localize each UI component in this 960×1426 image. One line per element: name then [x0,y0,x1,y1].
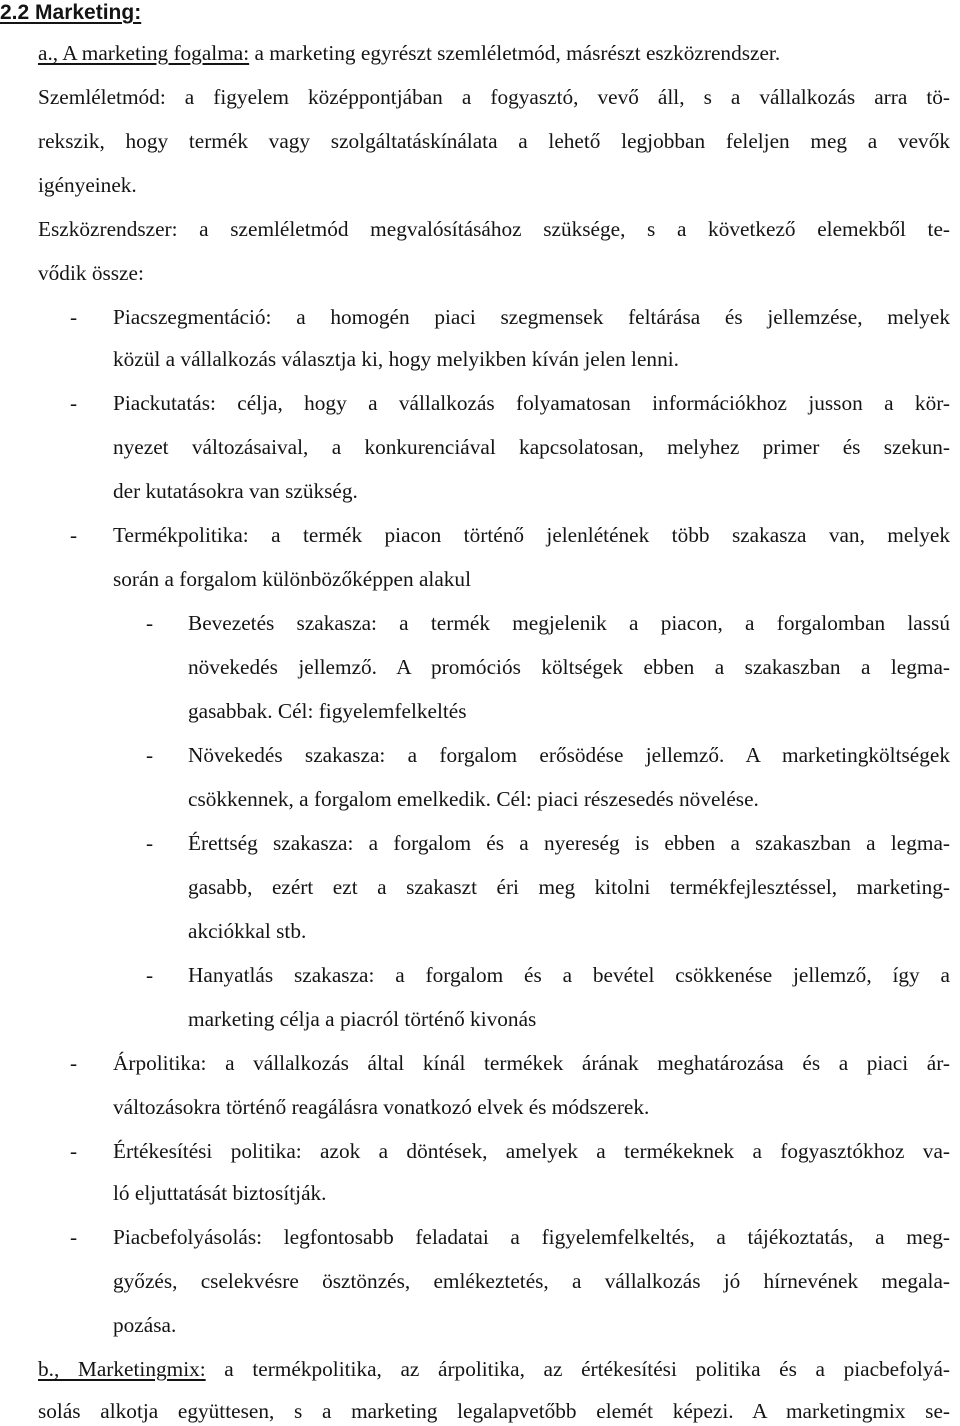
sublist-item-erettseg: Érettség szakasza: a forgalom és a nyereség is ebben a szakaszban a legma- [188,831,950,855]
list-item-piacbefolyasolas-cont: pozása. [113,1313,177,1337]
list-item-piackutatas: Piackutatás: célja, hogy a vállalkozás folyamatosan információkhoz jusson a kör- [113,391,950,415]
sublist-dash: - [146,831,154,855]
list-item-piacbefolyasolas-cont: győzés, cselekvésre ösztönzés, emlékeztetés, a vállalkozás jó hírnevének megala- [113,1269,950,1293]
sublist-dash: - [146,611,154,635]
sublist-dash: - [146,963,154,987]
list-item-termekpolitika-cont: során a forgalom különbözőképpen alakul [113,567,472,591]
list-item-piackutatas-cont: der kutatásokra van szükség. [113,479,358,503]
section-title: 2.2 Marketing: [0,1,142,24]
paragraph-b-line-1 [38,1356,950,1382]
list-item-termekpolitika: Termékpolitika: a termék piacon történő jelenlétének több szakasza van, melyek [113,523,950,547]
list-item-arpolitika-cont: változásokra történő reagálásra vonatkozó elvek és módszerek. [113,1095,650,1119]
paragraph-a-line-2: Szemléletmód: a figyelem középpontjában a fogyasztó, vevő áll, s a vállalkozás arra tö- [38,85,950,109]
list-dash: - [70,1225,78,1249]
sublist-item-hanyatlas-cont: marketing célja a piacról történő kivonás [188,1007,537,1031]
sublist-item-bevezetes-cont: növekedés jellemző. A promóciós költségek ebben a szakaszban a legma- [188,655,950,679]
list-dash: - [70,1051,78,1075]
list-dash: - [70,391,78,415]
sublist-item-bevezetes-cont: gasabbak. Cél: figyelemfelkeltés [188,699,467,723]
paragraph-a-line-3: rekszik, hogy termék vagy szolgáltatáskínálata a lehető legjobban feleljen meg a vevők [38,129,950,153]
paragraph-a-line-1 [38,40,780,66]
list-item-ertekesitesi-politika-cont: ló eljuttatását biztosítják. [113,1181,327,1205]
list-dash: - [70,523,78,547]
part-a-intro: a marketing egyrészt szemléletmód, másrészt eszközrendszer. [249,41,781,65]
sublist-item-erettseg-cont: gasabb, ezért ezt a szakaszt éri meg kitolni termékfejlesztéssel, marketing- [188,875,950,899]
sublist-item-novekedes-cont: csökkennek, a forgalom emelkedik. Cél: piaci részesedés növelése. [188,787,759,811]
paragraph-a-line-5: Eszközrendszer: a szemléletmód megvalósításához szüksége, s a következő elemekből te- [38,217,950,241]
paragraph-b-line-2: solás alkotja együttesen, s a marketing legalapvetőbb elemét képezi. A marketingmix se- [38,1399,950,1423]
sublist-item-erettseg-cont: akciókkal stb. [188,919,307,943]
list-item-arpolitika: Árpolitika: a vállalkozás által kínál termékek árának meghatározása és a piaci ár- [113,1051,950,1075]
list-dash: - [70,305,78,329]
sublist-dash: - [146,743,154,767]
paragraph-a-line-6: vődik össze: [38,261,144,285]
sublist-item-hanyatlas: Hanyatlás szakasza: a forgalom és a bevétel csökkenése jellemző, így a [188,963,950,987]
part-b-label: b., Marketingmix: [38,1357,206,1381]
list-dash: - [70,1139,78,1163]
paragraph-a-line-4: igényeinek. [38,173,137,197]
list-item-piacszegmentacio-cont: közül a vállalkozás választja ki, hogy melyikben kíván jelen lenni. [113,347,679,371]
list-item-piacbefolyasolas: Piacbefolyásolás: legfontosabb feladatai a figyelemfelkeltés, a tájékoztatás, a meg- [113,1225,950,1249]
list-item-ertekesitesi-politika: Értékesítési politika: azok a döntések, amelyek a termékeknek a fogyasztókhoz va- [113,1139,950,1163]
sublist-item-bevezetes: Bevezetés szakasza: a termék megjelenik a piacon, a forgalomban lassú [188,611,950,635]
part-a-label: a., A marketing fogalma: [38,41,250,65]
list-item-piacszegmentacio: Piacszegmentáció: a homogén piaci szegmensek feltárása és jellemzése, melyek [113,305,950,329]
part-b-intro: a termékpolitika, az árpolitika, az értékesítési politika és a piacbefolyá- [205,1357,950,1381]
sublist-item-novekedes: Növekedés szakasza: a forgalom erősödése jellemző. A marketingköltségek [188,743,950,767]
list-item-piackutatas-cont: nyezet változásaival, a konkurenciával kapcsolatosan, melyhez primer és szekun- [113,435,950,459]
